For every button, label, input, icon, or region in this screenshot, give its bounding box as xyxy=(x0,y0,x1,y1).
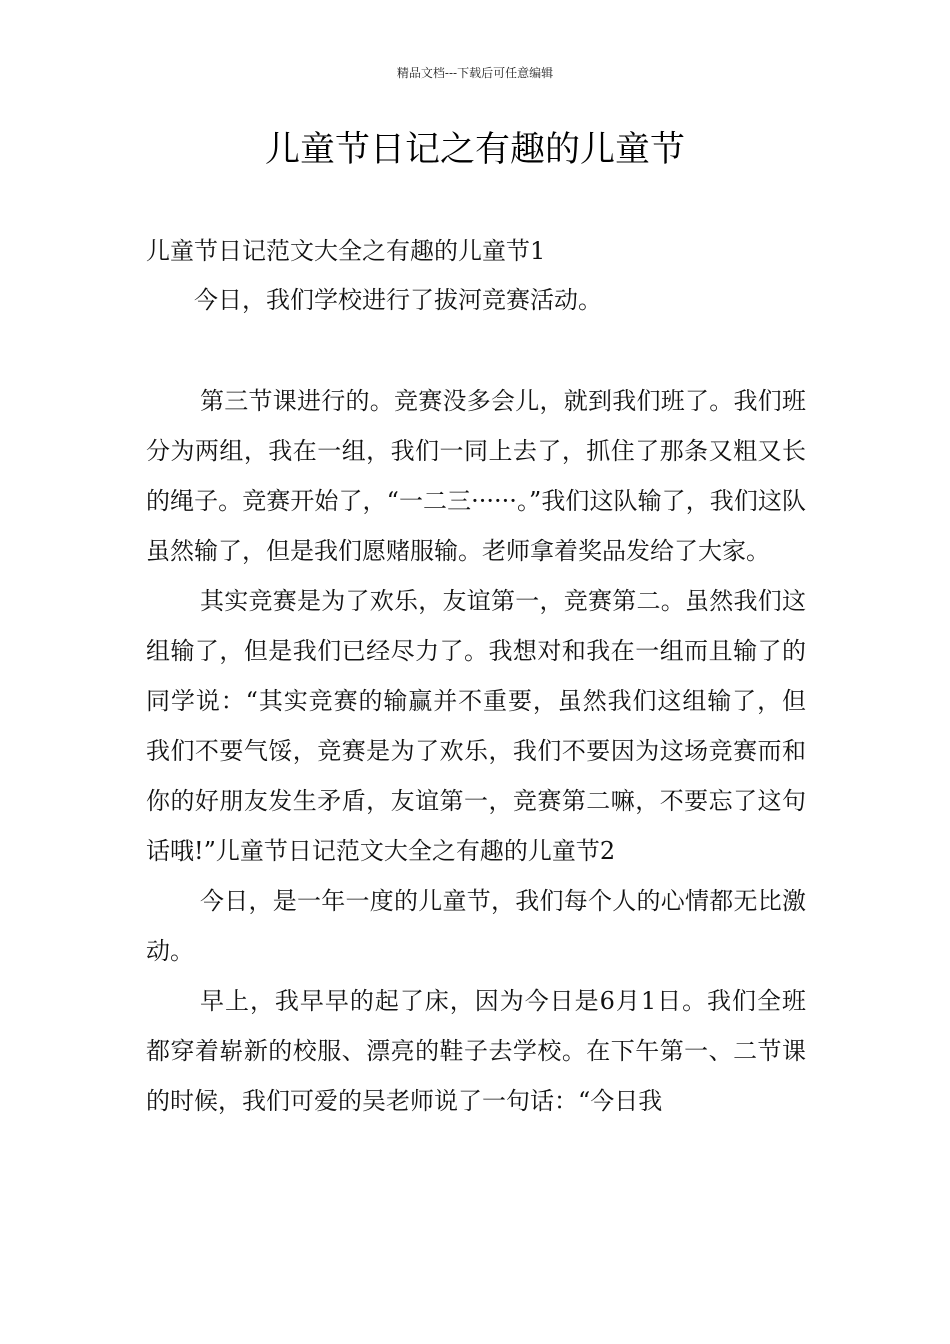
body-paragraphs xyxy=(146,376,806,1126)
paragraph-morning: 早上，我早早的起了床，因为今日是6月1日。我们全班都穿着崭新的校服、漂亮的鞋子去学校。在下午第一、二节课的时候，我们可爱的吴老师说了一句话：“今日我 xyxy=(146,987,806,1115)
intro-paragraph: 今日，我们学校进行了拔河竞赛活动。 xyxy=(194,286,602,314)
section-subheading: 儿童节日记范文大全之有趣的儿童节1 xyxy=(146,237,546,265)
paragraph-friendship: 其实竞赛是为了欢乐，友谊第一，竞赛第二。虽然我们这组输了，但是我们已经尽力了。我想对和我在一组而且输了的同学说：“其实竞赛的输赢并不重要，虽然我们这组输了，但我们不要气馁，竞赛是为了欢乐，我们不要因为这场竞赛而和你的好朋友发生矛盾，友谊第一，竞赛第二嘛，不要忘了这句话哦!”儿童节日记范文大全之有趣的儿童节2 xyxy=(146,587,806,865)
paragraph-childrens-day: 今日，是一年一度的儿童节，我们每个人的心情都无比激动。 xyxy=(146,887,806,965)
running-header: 精品文档---下载后可任意编辑 xyxy=(396,66,554,80)
document-title: 儿童节日记之有趣的儿童节 xyxy=(264,130,685,170)
paragraph-tug-of-war: 第三节课进行的。竞赛没多会儿，就到我们班了。我们班分为两组，我在一组，我们一同上去了，抓住了那条又粗又长的绳子。竞赛开始了，“一二三······。”我们这队输了，我们这队虽然输了，但是我们愿赌服输。老师拿着奖品发给了大家。 xyxy=(146,387,806,565)
